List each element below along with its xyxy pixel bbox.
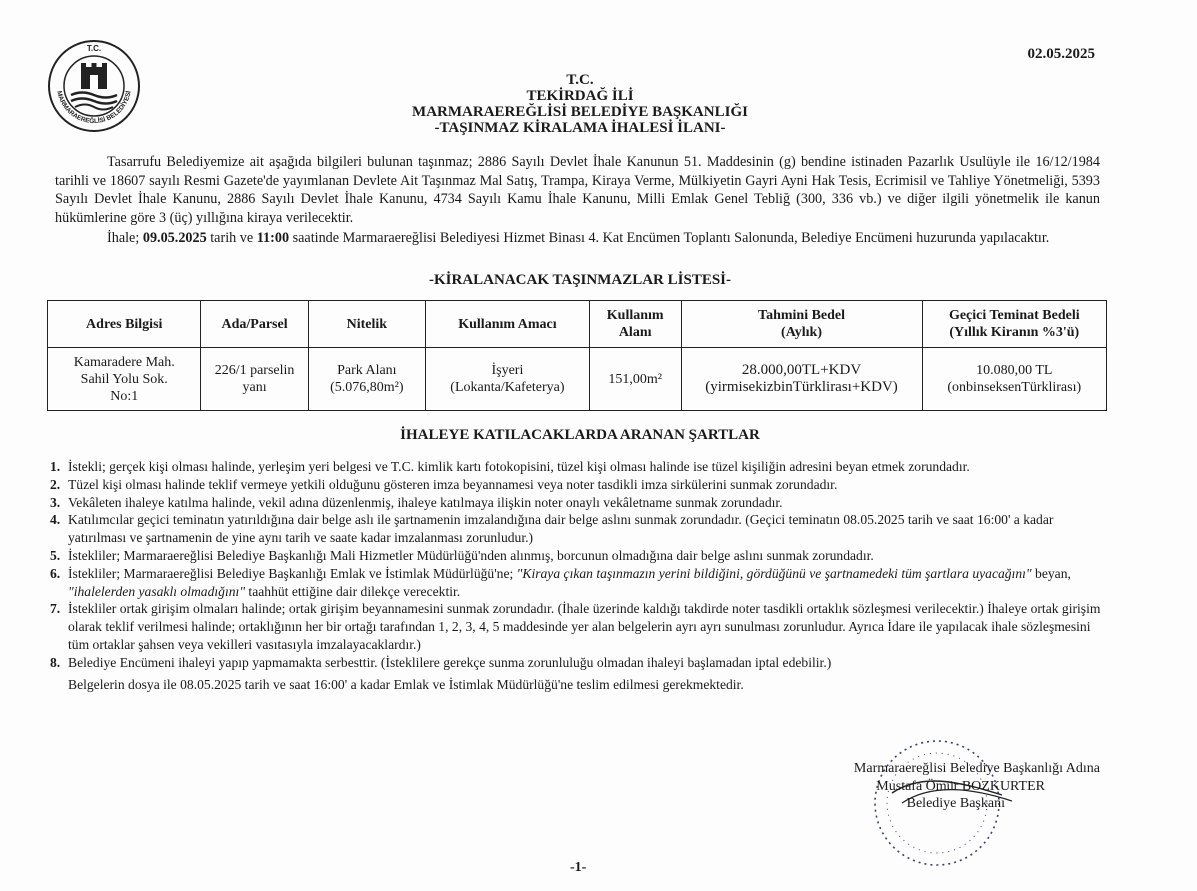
- property-table: [47, 300, 1107, 411]
- signature-name: Mustafa Ömür BOZKURTER: [876, 778, 1045, 794]
- col-area-header: Kullanım Alanı: [589, 301, 681, 348]
- col-parcel-header: Ada/Parsel: [201, 301, 308, 348]
- intro-text: Tasarrufu Belediyemize ait aşağıda bilgileri bulunan taşınmaz; 2886 Sayılı Devlet İhale Kanunun 51. Maddesinin (g) bendine istinaden Pazarlık Usulüyle ile 16/12/1984 tarihli ve 18607 sayılı Resmi Gazete'de yayımlanan Devlete Ait Taşınmaz Mal Satış, Trampa, Kiraya Verme, Mülkiyetin Gayri Ayni Hak Tesis, Ecrimisil ve Tahliye Yönetmeliği, 5393 Sayılı Devlet İhale Kanunu, 2886 Sayılı Devlet İhale Kanunu, 4734 Sayılı Kamu İhale Kanunu, Milli Emlak Genel Tebliğ (300, 336 vb.) ve diğer ilgili yönetmelik ile kanun hükümlerine göre 3 (üç) yıllığına kiraya verilecektir.: [55, 154, 1100, 226]
- condition-item: 3. Vekâleten ihaleye katılma halinde, vekil adına düzenlenmiş, ihaleye katılmaya ilişkin noter onaylı vekâletname sunmak zorundadır.: [50, 494, 783, 510]
- condition-item: 5. İstekliler; Marmaraereğlisi Belediye Başkanlığı Mali Hizmetler Müdürlüğü'nden alınmış, borcunun olmadığına dair belge aslını sunmak zorundadır.: [50, 547, 874, 563]
- col-quality-header: Nitelik: [308, 301, 425, 348]
- table-row: [48, 348, 1107, 411]
- conditions-list: [50, 458, 1110, 693]
- cell-usage: İşyeri (Lokanta/Kafeterya): [426, 348, 590, 411]
- header-province: TEKİRDAĞ İLİ: [526, 88, 634, 104]
- signature-block: [760, 760, 1100, 813]
- condition-item: 7. İstekliler ortak girişim olmaları halinde; ortak girişim beyannamesini sunmak zorundadır. (İhale üzerinde kaldığı takdirde noter tasdikli ortaklık sözleşmesi verilecektir.) İhaleye ortak girişim olarak teklif verilmesi halinde; ortaklığının her bir ortağı tarafından 1, 2, 3, 4, 5 maddesinde yer alan belgelerin ayrı ayrı sunulması zorunludur. Ayrıca İdare ile yapılacak ihale sözleşmesini tüm ortaklar şahsen veya vekilleri vasıtasıyla imzalayacaklardır.): [50, 601, 1101, 652]
- header-announcement-title: -TAŞINMAZ KİRALAMA İHALESİ İLANI-: [434, 120, 726, 136]
- condition-item: 6. İstekliler; Marmaraereğlisi Belediye Başkanlığı Emlak ve İstimlak Müdürlüğü'ne; "Kiraya çıkan taşınmazın yerini bildiğini, gördüğünü ve şartnamedeki tüm şartlara uyacağını" beyan, "ihalelerden yasaklı olmadığını" taahhüt ettiğine dair dilekçe verecektir.: [50, 565, 1071, 599]
- signature-title: Belediye Başkanı: [906, 796, 1005, 811]
- cell-area: 151,00m²: [589, 348, 681, 411]
- tender-time: 11:00: [256, 230, 290, 246]
- col-price-header: Tahmini Bedel (Aylık): [681, 301, 922, 348]
- tender-text-a: İhale;: [107, 230, 143, 246]
- signature-on-behalf: Marmaraereğlisi Belediye Başkanlığı Adına: [853, 761, 1100, 776]
- municipality-seal-logo: [47, 39, 141, 133]
- condition-item: 4. Katılımcılar geçici teminatın yatırıldığına dair belge aslı ile şartnamenin imzalandığına dair belge aslını sunmak zorundadır. (Geçici teminatın 08.05.2025 tarih ve saat 16:00' a kadar yatırılması ve şartnamenin de yine aynı tarih ve saate kadar imzalanması zorunludur.): [50, 512, 1054, 546]
- cell-address: Kamaradere Mah. Sahil Yolu Sok. No:1: [48, 348, 201, 411]
- cell-parcel: 226/1 parselin yanı: [201, 348, 308, 411]
- tender-text-b: tarih ve: [206, 230, 257, 246]
- seal-ring-text: MARMARAEREĞLİSİ BELEDİYESİ: [55, 90, 133, 126]
- tender-date: 09.05.2025: [142, 230, 207, 246]
- header-municipality: MARMARAEREĞLİSİ BELEDİYE BAŞKANLIĞI: [412, 104, 748, 120]
- tender-date-paragraph: [55, 229, 1100, 248]
- property-list-title: -KİRALANACAK TAŞINMAZLAR LİSTESİ-: [429, 272, 731, 288]
- cell-deposit: 10.080,00 TL (onbinseksenTürklirası): [922, 348, 1106, 411]
- final-note: Belgelerin dosya ile 08.05.2025 tarih ve saat 16:00' a kadar Emlak ve İstimlak Müdürlüğü'ne teslim edilmesi gerekmektedir.: [68, 676, 744, 692]
- cell-quality: Park Alanı (5.076,80m²): [308, 348, 425, 411]
- col-usage-header: Kullanım Amacı: [426, 301, 590, 348]
- seal-top-text: T.C.: [86, 44, 102, 53]
- document-date: 02.05.2025: [1027, 46, 1095, 62]
- condition-item: 8. Belediye Encümeni ihaleyi yapıp yapmamakta serbesttir. (İsteklilere gerekçe sunma zorunluluğu olmadan ihaleyi başlamadan iptal edebilir.): [50, 654, 832, 670]
- tender-text-c: saatinde Marmaraereğlisi Belediyesi Hizmet Binası 4. Kat Encümen Toplantı Salonunda, Belediye Encümeni huzurunda yapılacaktır.: [289, 230, 1050, 246]
- header-tc: T.C.: [566, 72, 594, 88]
- condition-item: 1. İstekli; gerçek kişi olması halinde, yerleşim yeri belgesi ve T.C. kimlik kartı fotokopisini, tüzel kişi olması halinde ise tüzel kişiliğin adresini beyan etmek zorundadır.: [50, 459, 970, 474]
- col-address-header: Adres Bilgisi: [48, 301, 201, 348]
- conditions-title: İHALEYE KATILACAKLARDA ARANAN ŞARTLAR: [400, 427, 760, 443]
- cell-price: 28.000,00TL+KDV (yirmisekizbinTürklirası+KDV): [681, 348, 922, 411]
- condition-item: 2. Tüzel kişi olması halinde teklif vermeye yetkili olduğunu gösteren imza beyannamesi veya noter tasdikli imza sirkülerini sunmak zorundadır.: [50, 476, 838, 492]
- col-deposit-header: Geçici Teminat Bedeli (Yıllık Kiranın %3'ü): [922, 301, 1106, 348]
- intro-paragraph: [55, 153, 1100, 227]
- table-header-row: [48, 301, 1107, 348]
- page-number: -1-: [570, 860, 587, 875]
